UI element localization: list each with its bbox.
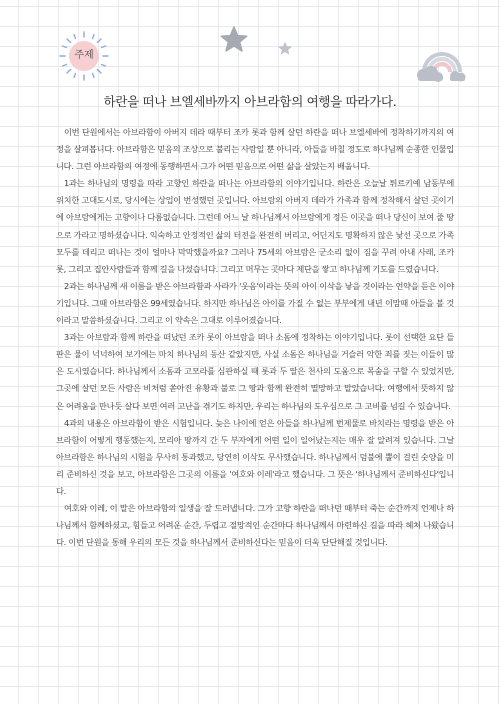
paragraph-lesson-1: 1과는 하나님의 명령을 따라 고향인 하란을 떠나는 아브라함의 이야기입니다. 하란은 오늘날 튀르키예 남동부에 위치한 고대도시로, 당시에는 상업이 번성했던 곳입니다. 아브람의 아버지 데라가 가족과 함께 정착해서 살던 곳이기에 아브람에게는 고향이나 다름없습니다. 그런데 어느 날 하나님께서 아브람에게 정든 이곳을 떠나 당신이 보여 줄 땅으로 가라고 명하셨습니다. 익숙하고 안정적인 삶의 터전을 완전히 버리고, 어딘지도 명확하지 않은 낯선 곳으로 가족 모두를 데리고 떠나는 것이 얼마나 막막했을까요? 그러나 75세의 아브람은 군소리 없이 짐을 꾸려 아내 사래, 조카 롯, 그리고 집안사람들과 함께 길을 나섰습니다. 그리고 머무는 곳마다 제단을 쌓고 하나님께 기도를 드렸습니다. xyxy=(56,178,454,274)
paragraph-lesson-4: 4과의 내용은 아브라함이 받은 시험입니다. 늦은 나이에 얻은 아들을 하나님께 번제물로 바치라는 명령을 받은 아브라함이 어떻게 행동했는지, 모리아 땅까지 간 두 부자에게 어떤 일이 일어났는지는 매우 잘 알려져 있습니다. 그날 아브라함은 하나님의 시험을 무사히 통과했고, 당연히 이삭도 무사했습니다. 하나님께서 덤불에 뿔이 걸린 숫양을 미리 준비하신 것을 보고, 아브라함은 그곳의 이름을 '여호와 이레'라고 했습니다. 그 뜻은 '하나님께서 준비하신다'입니다. xyxy=(56,417,454,496)
paragraph-lesson-3: 3과는 아브람과 함께 하란을 떠났던 조카 롯이 아브람을 떠나 소돔에 정착하는 이야기입니다. 롯이 선택한 요단 들판은 물이 넉넉하여 보기에는 마치 하나님의 동산 같았지만, 사실 소돔은 하나님을 거슬러 악한 죄를 짓는 이들이 많은 도시였습니다. 하나님께서 소돔과 고모라를 심판하실 때 롯과 두 딸은 천사의 도움으로 목숨을 구할 수 있었지만, 그곳에 살던 모든 사람은 비처럼 쏟아진 유황과 불로 그 땅과 함께 완전히 멸망하고 말았습니다. 여행에서 뜻하지 않은 어려움을 만나듯 살다 보면 여러 고난을 겪기도 하지만, 우리는 하나님의 도우심으로 그 고비를 넘길 수 있습니다. xyxy=(56,332,454,411)
small-star-icon xyxy=(278,40,292,59)
body-text xyxy=(56,124,454,551)
sun-badge xyxy=(58,30,110,82)
paragraph-lesson-2: 2과는 하나님께 새 이름을 받은 아브라함과 사라가 '웃음'이라는 뜻의 아이 이삭을 낳을 것이라는 언약을 듣은 이야기입니다. 그때 아브라함은 99세였습니다. 하지만 하나님은 아이를 가질 수 없는 부부에게 내년 이맘때 아들을 볼 것이라고 말씀하셨습니다. 그리고 이 약속은 그대로 이루어졌습니다. xyxy=(56,280,454,326)
star-icon xyxy=(220,26,248,57)
paragraph-conclusion: 여호와 이레, 이 말은 아브라함의 일생을 잘 드러냅니다. 그가 고향 하란을 떠나던 때부터 죽는 순간까지 언제나 하나님께서 함께하셨고, 힘들고 어려운 순간, 두렵고 절망적인 순간마다 하나님께서 마련하신 길을 따라 헤쳐 나왔습니다. 이번 단원을 통해 우리의 모든 것을 하나님께서 준비하신다는 믿음이 더욱 단단해질 것입니다. xyxy=(56,503,454,548)
topic-badge-label: 주제 xyxy=(74,50,94,61)
cloud-rainbow-icon xyxy=(414,40,466,86)
page-title: 하란을 떠나 브엘세바까지 아브라함의 여행을 따라가다. xyxy=(103,94,397,109)
paragraph-intro: 이번 단원에서는 아브라함이 아버지 데라 때부터 조카 롯과 함께 살던 하란을 떠나 브엘세바에 정착하기까지의 여정을 살펴봅니다. 아브라함은 믿음의 조상으로 불리는 사람일 뿐 아니라, 아들을 바칠 정도로 하나님께 순종한 인물입니다. 그런 아브라함의 여정에 동행하면서 그가 어떤 믿음으로 어떤 삶을 살았는지 배웁니다. xyxy=(56,127,454,172)
